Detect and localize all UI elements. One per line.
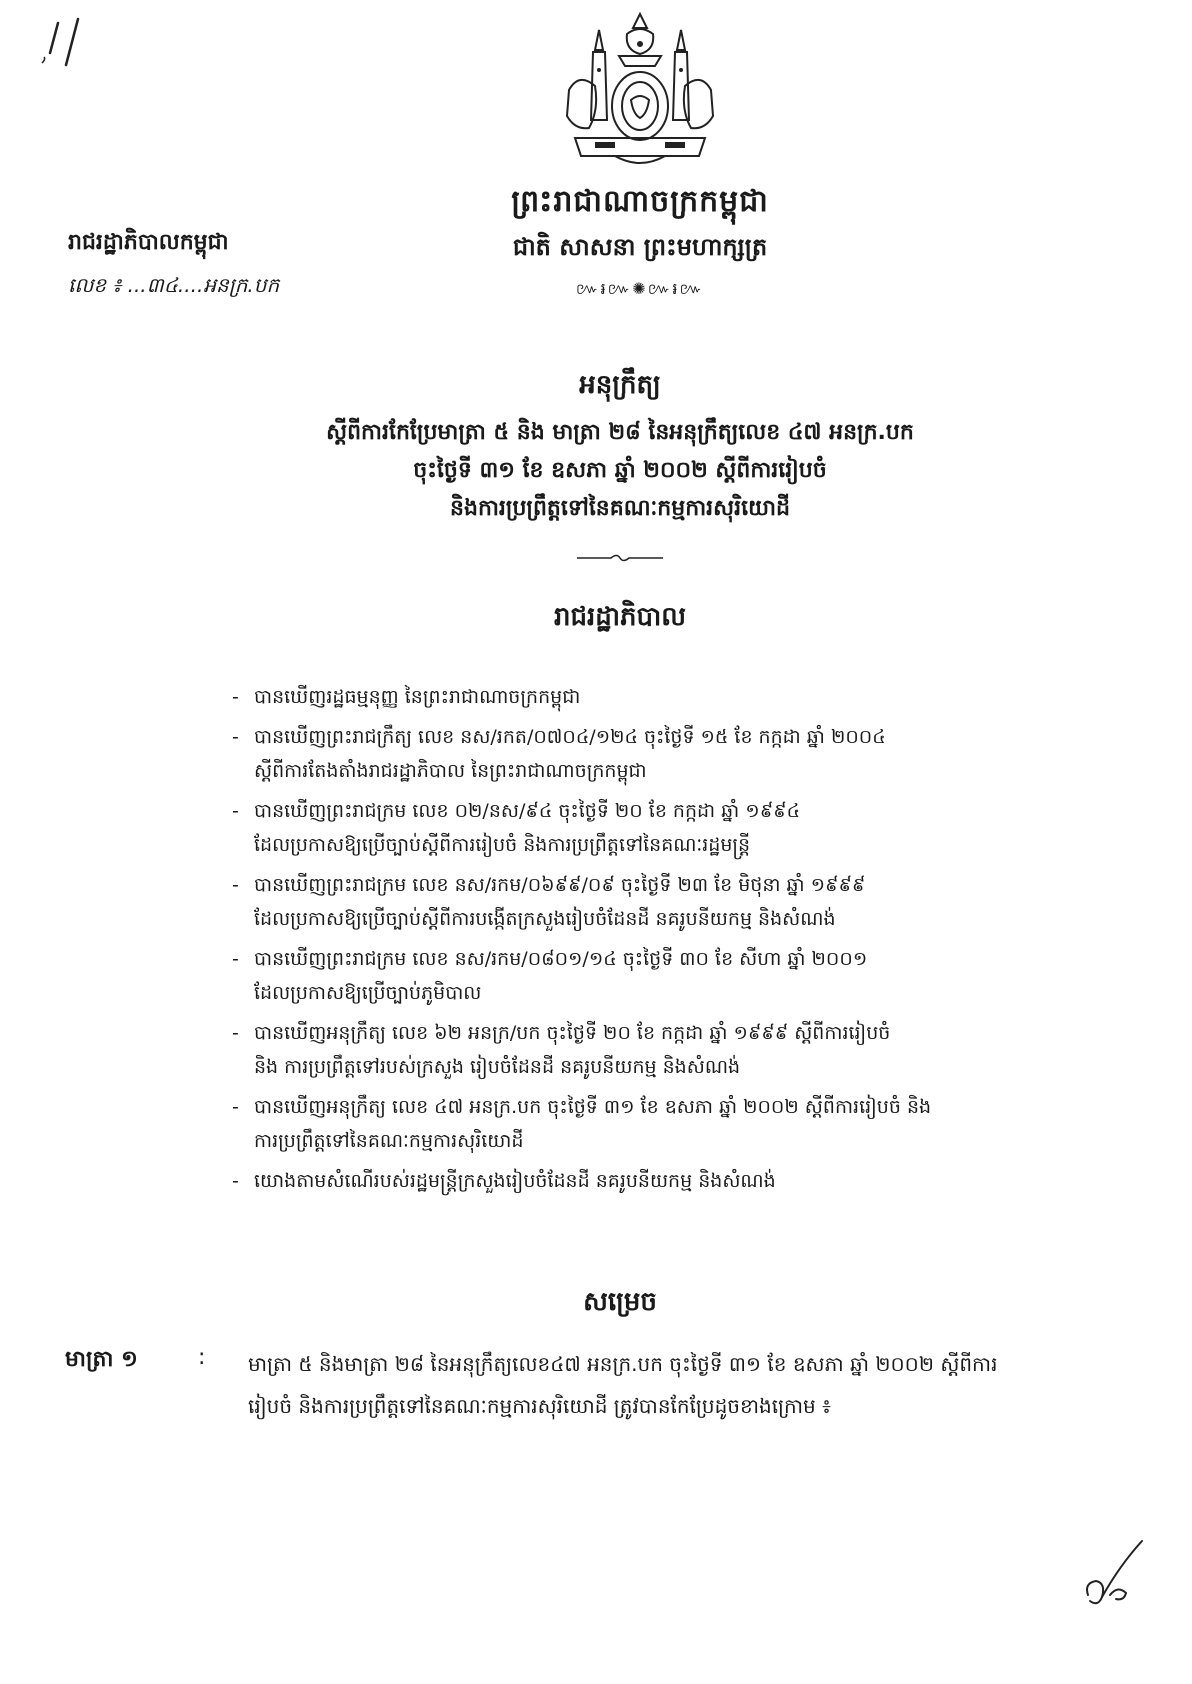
consideration-line: ដែលប្រកាសឱ្យប្រើច្បាប់ភូមិបាល — [254, 982, 482, 1004]
consideration-line: ដែលប្រកាសឱ្យប្រើច្បាប់ស្តីពីការរៀបចំ និងការប្រព្រឹត្តទៅនៃគណៈរដ្ឋមន្ត្រី — [254, 834, 751, 856]
consideration-item — [232, 868, 1062, 936]
bullet-dash: - — [232, 1170, 239, 1192]
consideration-line: ការប្រព្រឹត្តទៅនៃគណៈកម្មការសុរិយោដី — [254, 1130, 524, 1152]
consideration-item — [232, 1090, 1062, 1158]
bullet-dash: - — [232, 1022, 239, 1044]
article-label: មាត្រា ១ — [65, 1347, 138, 1372]
subject-line: ស្តីពីការកែប្រែមាត្រា ៥ និង មាត្រា ២៨ នៃអនុក្រឹត្យលេខ ៤៧ អនក្រ.បក — [326, 420, 914, 445]
bullet-dash: - — [232, 874, 239, 896]
initials-mark-icon — [1080, 1535, 1150, 1610]
royal-coat-of-arms-icon — [555, 10, 725, 175]
consideration-item — [232, 1016, 1062, 1084]
handwritten-mark-icon — [20, 15, 95, 80]
header-ornament: ៚៛៚✺៚៛៚ — [575, 279, 705, 298]
consideration-item — [232, 1164, 1062, 1198]
document-subject — [200, 414, 1040, 528]
consideration-line: បានឃើញព្រះរាជក្រម លេខ នស/រកម/០៦៩៩/០៩ ចុះថ្ងៃទី ២៣ ខែ មិថុនា ឆ្នាំ ១៩៩៩ — [254, 874, 866, 896]
subject-line: ចុះថ្ងៃទី ៣១ ខែ ឧសភា ឆ្នាំ ២០០២ ស្តីពីការរៀបចំ — [413, 458, 827, 483]
reference-number: លេខ ៖ ...៣៤....អនក្រ.បក — [68, 273, 280, 297]
consideration-item — [232, 720, 1062, 788]
kingdom-motto: ជាតិ សាសនា ព្រះមហាក្សត្រ — [512, 233, 768, 261]
bullet-dash: - — [232, 948, 239, 970]
decision-heading: សម្រេច — [583, 1287, 657, 1317]
consideration-line: បានឃើញព្រះរាជក្រឹត្យ លេខ នស/រកត/០៧០៤/១២៤ ចុះថ្ងៃទី ១៥ ខែ កក្កដា ឆ្នាំ ២០០៤ — [254, 726, 886, 748]
bullet-dash: - — [232, 1096, 239, 1118]
kingdom-title: ព្រះរាជាណាចក្រកម្ពុជា — [511, 184, 769, 219]
ornament-divider-icon — [575, 552, 665, 564]
subject-line: និងការប្រព្រឹត្តទៅនៃគណៈកម្មការសុរិយោដី — [450, 496, 790, 521]
bullet-dash: - — [232, 686, 239, 708]
article-line: រៀបចំ និងការប្រព្រឹត្តទៅនៃគណៈកម្មការសុរិយោដី ត្រូវបានកែប្រែដូចខាងក្រោម ៖ — [248, 1394, 831, 1418]
bullet-dash: - — [232, 726, 239, 748]
consideration-line: បានឃើញព្រះរាជក្រម លេខ ០២/នស/៩៤ ចុះថ្ងៃទី ២០ ខែ កក្កដា ឆ្នាំ ១៩៩៤ — [254, 800, 801, 822]
consideration-line: បានឃើញអនុក្រឹត្យ លេខ ៦២ អនក្រ/បក ចុះថ្ងៃទី ២០ ខែ កក្កដា ឆ្នាំ ១៩៩៩ ស្តីពីការរៀបចំ — [254, 1022, 891, 1044]
consideration-line: យោងតាមសំណើរបស់រដ្ឋមន្ត្រីក្រសួងរៀបចំដែនដី នគរូបនីយកម្ម និងសំណង់ — [254, 1170, 776, 1192]
issuing-authority: រាជរដ្ឋាភិបាលកម្ពុជា — [68, 230, 229, 255]
article-text — [248, 1343, 1118, 1427]
considerations-list — [232, 680, 1062, 1198]
consideration-line: ដែលប្រកាសឱ្យប្រើច្បាប់ស្តីពីការបង្កើតក្រសួងរៀបចំដែនដី នគរូបនីយកម្ម និងសំណង់ — [254, 908, 836, 930]
consideration-line: និង ការប្រព្រឹត្តទៅរបស់ក្រសួង រៀបចំដែនដី នគរូបនីយកម្ម និងសំណង់ — [254, 1056, 741, 1078]
consideration-line: ស្តីពីការតែងតាំងរាជរដ្ឋាភិបាល នៃព្រះរាជាណាចក្រកម្ពុជា — [254, 760, 647, 782]
bullet-dash: - — [232, 800, 239, 822]
consideration-line: បានឃើញអនុក្រឹត្យ លេខ ៤៧ អនក្រ.បក ចុះថ្ងៃទី ៣១ ខែ ឧសភា ឆ្នាំ ២០០២ ស្តីពីការរៀបចំ និង — [254, 1096, 932, 1118]
consideration-line: បានឃើញព្រះរាជក្រម លេខ នស/រកម/០៨០១/១៤ ចុះថ្ងៃទី ៣០ ខែ សីហា ឆ្នាំ ២០០១ — [254, 948, 868, 970]
consideration-item — [232, 680, 1062, 714]
consideration-item — [232, 794, 1062, 862]
government-heading: រាជរដ្ឋាភិបាល — [553, 602, 687, 632]
document-type: អនុក្រឹត្យ — [579, 370, 661, 400]
article-line: មាត្រា ៥ និងមាត្រា ២៨ នៃអនុក្រឹត្យលេខ៤៧ អនក្រ.បក ចុះថ្ងៃទី ៣១ ខែ ឧសភា ឆ្នាំ ២០០២ ស្តីពីការ — [248, 1352, 998, 1376]
consideration-item — [232, 942, 1062, 1010]
article-colon: : — [198, 1345, 206, 1370]
consideration-line: បានឃើញរដ្ឋធម្មនុញ្ញ នៃព្រះរាជាណាចក្រកម្ពុជា — [254, 686, 581, 708]
